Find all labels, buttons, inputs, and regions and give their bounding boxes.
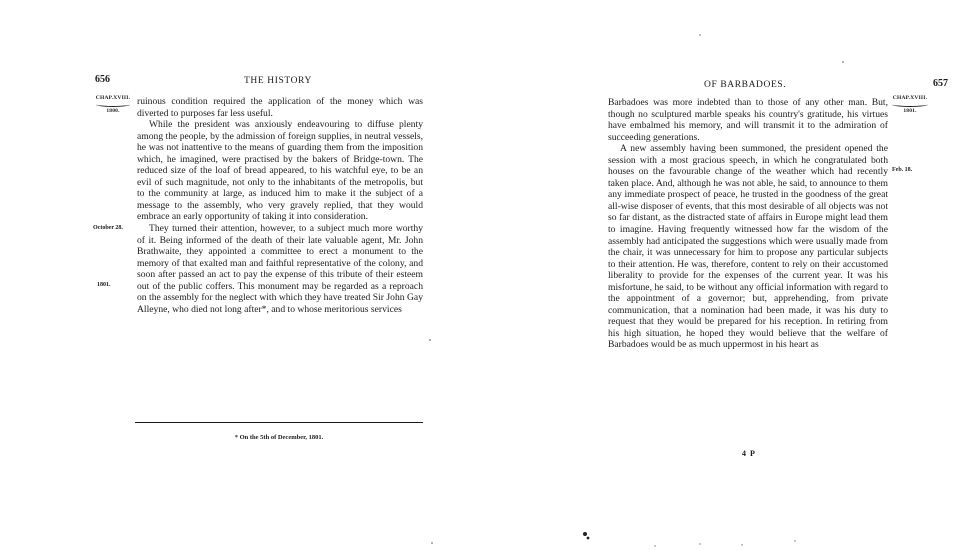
right-margin-chapter <box>890 95 930 114</box>
left-margin-chapter <box>94 95 132 114</box>
right-running-head: OF BARBADOES. <box>704 80 787 90</box>
right-paragraph-1: Barbadoes was more indebted than to those of any other man. But, though no sculptured marble speaks his country's gratitude, his virtues have embalmed his memory, and will transmit it to the admiration of succeeding generations. <box>608 97 888 143</box>
right-page <box>490 0 980 551</box>
left-margin-date-october: October 28. <box>93 225 123 231</box>
left-body-text <box>137 96 423 315</box>
left-paragraph-2: While the president was anxiously endeavouring to diffuse plenty among the people, by the admission of foreign supplies, in neutral vessels, he was not inattentive to the means of guarding them from the imposition which, he imagined, were practised by the bakers of Bridge-town. The reduced size of the loaf of bread appeared, to his watchful eye, to be an evil of such magnitude, not only to the inhabitants of the metropolis, but to the community at large, as induced him to make it the subject of a message to the assembly, who very gravely replied, that they would embrace an early opportunity of taking it into consideration. <box>137 119 423 223</box>
left-running-head: THE HISTORY <box>244 76 312 86</box>
left-margin-brace <box>96 102 130 107</box>
right-paragraph-2: A new assembly having been summoned, the president opened the session with a most gracious speech, in which he congratulated both houses on the favourable change of the weather which had recently taken place. And, although he was not able, he said, to announce to them any immediate prospect of peace, he trusted in the goodness of the great all-wise disposer of events, that this most desirable of all objects was not so far distant, as the distracted state of affairs in Europe might lead them to imagine. Having frequently witnessed how far the wisdom of the assembly had anticipated the suggestions which were usually made from the chair, it was unnecessary for him to propose any particular subjects to their attention. He was, therefore, content to rely on their accustomed liberality to provide for the expenses of the current year. It was his misfortune, he said, to be without any official information with regard to the appointment of a governor; but, apprehending, from private communication, that a nomination had been made, it was his duty to request that they would be prepared for his reception. In retiring from his high situation, he hoped they would believe that the welfare of Barbadoes would be as much uppermost in his heart as <box>608 143 888 351</box>
left-folio: 656 <box>95 74 110 85</box>
right-margin-chapter-label: CHAP.XVIII. <box>892 95 928 101</box>
left-paragraph-3: They turned their attention, however, to a subject much more worthy of it. Being informed of the death of their late valuable agent, Mr. John Brathwaite, they appointed a committee to erect a monument to the memory of that exalted man and faithful representative of the colony, and soon after passed an act to pay the expense of this tribute of their esteem out of the public coffers. This monument may be regarded as a reproach on the assembly for the neglect with which they have treated Sir John Gay Alleyne, who died not long after*, and to whose meritorious services <box>137 223 423 315</box>
left-margin-year: 1800. <box>106 107 120 114</box>
left-footnote: * On the 5th of December, 1801. <box>234 434 324 441</box>
right-margin-date-feb: Feb. 18. <box>892 167 913 173</box>
signature-mark: 4 P <box>742 449 756 458</box>
right-margin-brace <box>892 102 928 107</box>
right-folio: 657 <box>933 78 948 89</box>
left-margin-year-1801: 1801. <box>97 282 111 288</box>
right-margin-year: 1801. <box>903 107 917 114</box>
footnote-rule <box>135 422 423 423</box>
left-margin-chapter-label: CHAP.XVIII. <box>95 95 131 101</box>
left-paragraph-1: ruinous condition required the application of the money which was diverted to purposes far less useful. <box>137 96 423 119</box>
right-body-text <box>608 97 888 351</box>
